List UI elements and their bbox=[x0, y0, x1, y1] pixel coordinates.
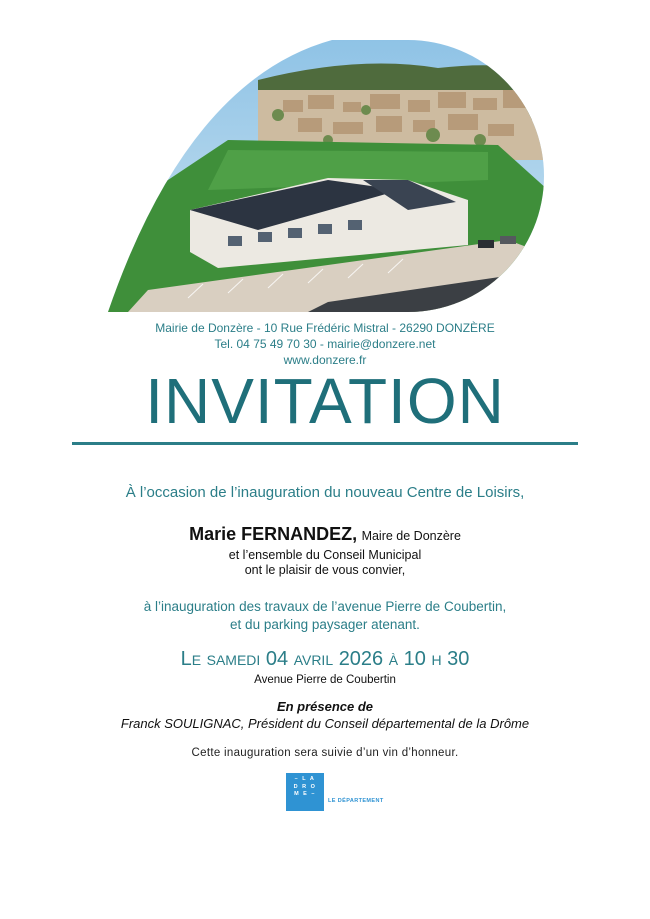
body-line: ont le plaisir de vous convier, bbox=[244, 563, 406, 577]
mairie-address: Mairie de Donzère - 10 Rue Frédéric Mistral - 26290 DONZÈRE bbox=[155, 321, 495, 335]
closing-note: Cette inauguration sera suivie d’un vin d’honneur. bbox=[191, 747, 459, 759]
mayor-name: Marie FERNANDEZ, bbox=[189, 524, 358, 544]
date-year: 2026 bbox=[338, 648, 384, 670]
event-date bbox=[0, 648, 650, 671]
date-minutes: 30 bbox=[447, 648, 470, 670]
presence-guest: Franck SOULIGNAC, Président du Conseil départemental de la Drôme bbox=[120, 716, 530, 731]
la-drome-logo bbox=[286, 773, 324, 811]
presence-block bbox=[0, 698, 650, 732]
works-description bbox=[0, 598, 650, 634]
building-photo bbox=[108, 40, 548, 312]
invitation-body bbox=[0, 548, 650, 578]
logo-letters: – L A D R O M E – bbox=[293, 776, 317, 798]
mayor-line bbox=[0, 524, 650, 545]
mairie-website: www.donzere.fr bbox=[283, 353, 367, 367]
occasion-line: À l’occasion de l’inauguration du nouveau Centre de Loisirs, bbox=[125, 484, 525, 501]
date-h: h bbox=[431, 648, 442, 670]
mairie-address-block bbox=[0, 320, 650, 368]
title-divider bbox=[72, 442, 578, 445]
date-number: 04 bbox=[265, 648, 289, 670]
body-line: et l’ensemble du Conseil Municipal bbox=[228, 548, 422, 562]
date-month: avril bbox=[293, 648, 334, 670]
date-hour: 10 bbox=[403, 648, 426, 670]
works-line: et du parking paysager atenant. bbox=[230, 617, 420, 632]
logo-caption: LE DÉPARTEMENT bbox=[328, 798, 384, 804]
invitation-title: INVITATION bbox=[145, 365, 505, 437]
mairie-contact: Tel. 04 75 49 70 30 - mairie@donzere.net bbox=[214, 337, 436, 351]
event-venue: Avenue Pierre de Coubertin bbox=[254, 674, 396, 686]
date-day: samedi bbox=[206, 648, 261, 670]
presence-lead: En présence de bbox=[276, 699, 374, 714]
date-a: à bbox=[388, 648, 399, 670]
works-line: à l’inauguration des travaux de l’avenue Pierre de Coubertin, bbox=[143, 599, 507, 614]
mayor-role: Maire de Donzère bbox=[361, 529, 461, 543]
date-le: Le bbox=[180, 648, 202, 670]
